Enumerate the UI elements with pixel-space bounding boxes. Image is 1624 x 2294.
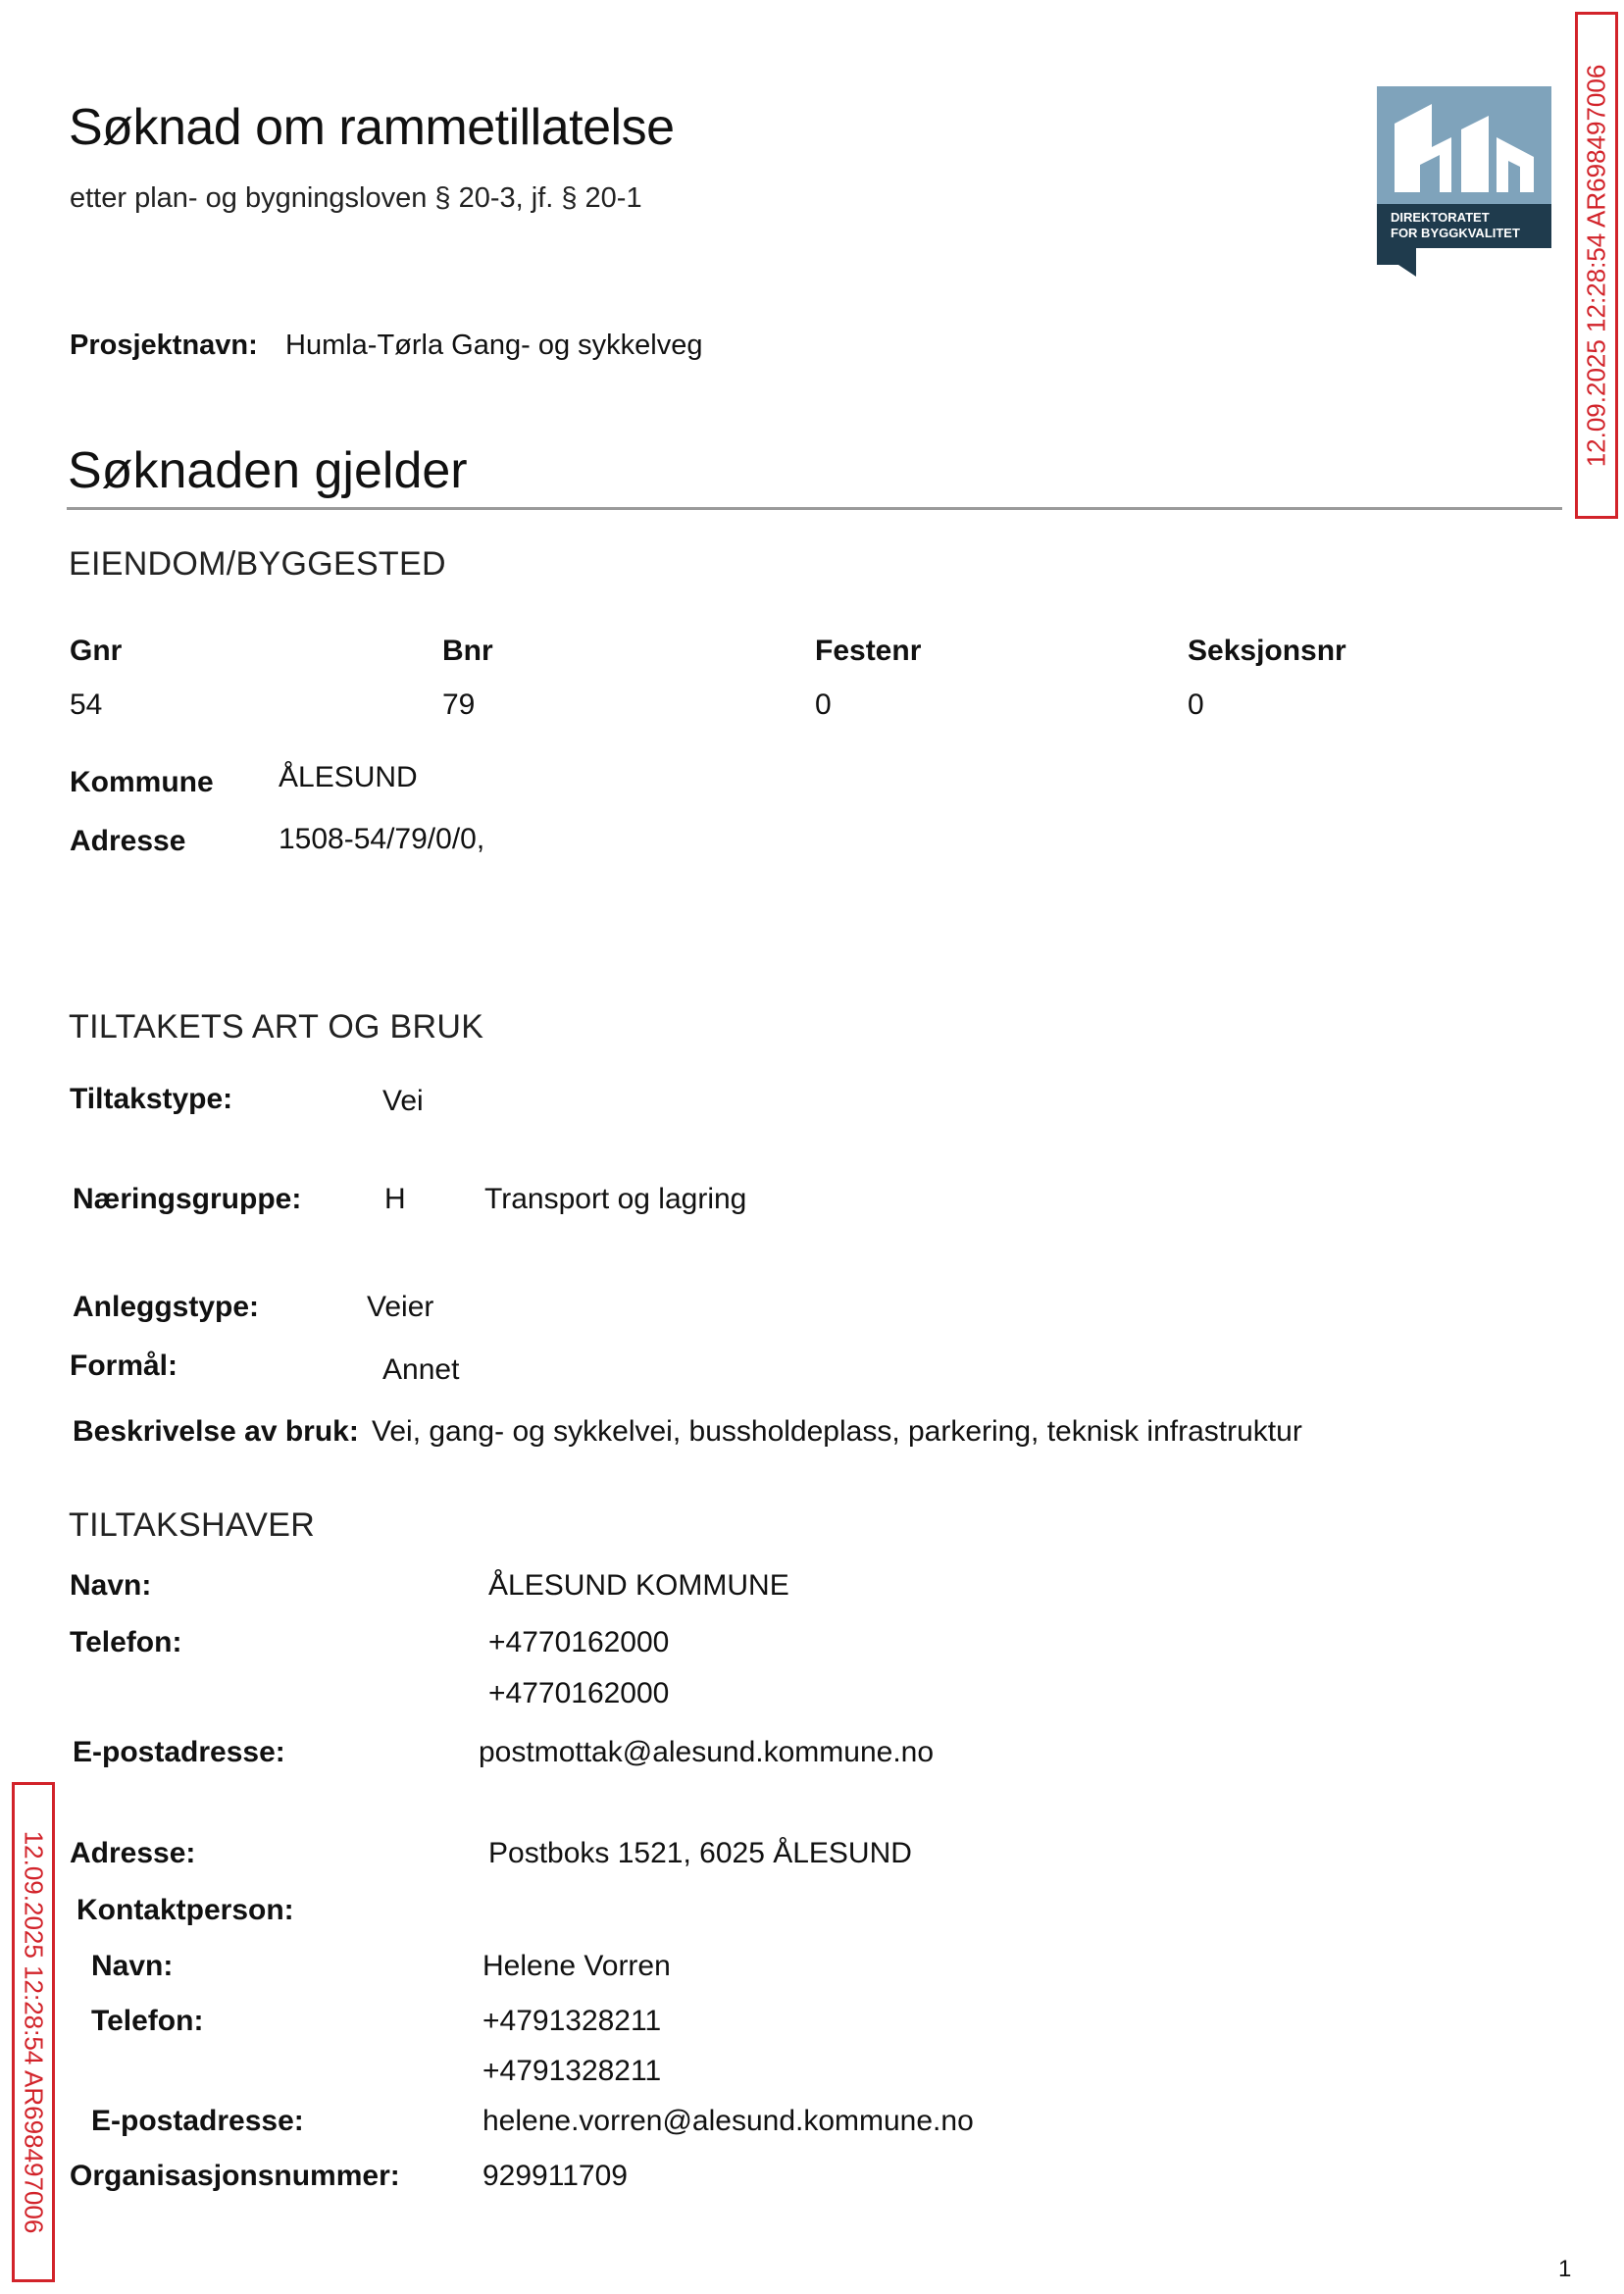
epost-label: E-postadresse: — [73, 1736, 285, 1768]
navn-label: Navn: — [70, 1569, 152, 1602]
beskrivelse-label: Beskrivelse av bruk: — [73, 1415, 359, 1448]
eiendom-heading: EIENDOM/BYGGESTED — [69, 545, 446, 583]
naeringsgruppe-value: Transport og lagring — [484, 1183, 747, 1215]
tiltakstype-value: Vei — [382, 1085, 424, 1117]
telefon-value-1: +4770162000 — [488, 1626, 670, 1658]
adresse-value: 1508-54/79/0/0, — [279, 823, 485, 855]
orgnr-value: 929911709 — [482, 2160, 628, 2192]
telefon-label: Telefon: — [70, 1626, 182, 1658]
kommune-label: Kommune — [70, 766, 214, 798]
formal-label: Formål: — [70, 1350, 178, 1382]
kp-telefon-label: Telefon: — [91, 2005, 204, 2037]
bnr-label: Bnr — [442, 635, 493, 667]
kp-telefon-value-2: +4791328211 — [482, 2055, 662, 2087]
page-number: 1 — [1558, 2256, 1572, 2282]
kontaktperson-label: Kontaktperson: — [76, 1894, 294, 1926]
section-title: Søknaden gjelder — [68, 442, 468, 499]
kp-epost-value: helene.vorren@alesund.kommune.no — [482, 2105, 974, 2137]
section-divider — [67, 507, 1562, 510]
kp-navn-value: Helene Vorren — [482, 1950, 671, 1982]
timestamp-stamp-bottom — [12, 1782, 55, 2282]
seksjonsnr-label: Seksjonsnr — [1188, 635, 1346, 667]
tiltak-heading: TILTAKETS ART OG BRUK — [69, 1008, 484, 1045]
tiltakshaver-heading: TILTAKSHAVER — [69, 1506, 316, 1544]
anleggstype-value: Veier — [367, 1291, 434, 1323]
telefon-value-2: +4770162000 — [488, 1677, 670, 1709]
project-name: Humla-Tørla Gang- og sykkelveg — [285, 330, 703, 361]
festenr-label: Festenr — [815, 635, 922, 667]
kp-navn-label: Navn: — [91, 1950, 174, 1982]
kommune-value: ÅLESUND — [279, 761, 418, 793]
timestamp-stamp-top — [1575, 12, 1618, 519]
epost-value: postmottak@alesund.kommune.no — [479, 1736, 935, 1768]
gnr-label: Gnr — [70, 635, 123, 667]
document-subtitle: etter plan- og bygningsloven § 20-3, jf. § 20-1 — [70, 182, 642, 214]
seksjonsnr-value: 0 — [1188, 688, 1204, 721]
project-label: Prosjektnavn: — [70, 330, 258, 361]
anleggstype-label: Anleggstype: — [73, 1291, 260, 1323]
logo-line2: FOR BYGGKVALITET — [1391, 226, 1520, 240]
formal-value: Annet — [382, 1353, 460, 1386]
tiltakshaver-adresse-label: Adresse: — [70, 1837, 196, 1869]
kp-epost-label: E-postadresse: — [91, 2105, 304, 2137]
naeringsgruppe-label: Næringsgruppe: — [73, 1183, 302, 1215]
adresse-label: Adresse — [70, 825, 186, 857]
tiltakstype-label: Tiltakstype: — [70, 1083, 233, 1115]
gnr-value: 54 — [70, 688, 103, 721]
beskrivelse-value: Vei, gang- og sykkelvei, bussholdeplass, parkering, teknisk infrastruktur — [372, 1415, 1302, 1448]
naeringsgruppe-code: H — [384, 1183, 406, 1215]
festenr-value: 0 — [815, 688, 832, 721]
logo-line1: DIREKTORATET — [1391, 210, 1490, 225]
tiltakshaver-adresse-value: Postboks 1521, 6025 ÅLESUND — [488, 1837, 912, 1869]
kp-telefon-value-1: +4791328211 — [482, 2005, 662, 2037]
navn-value: ÅLESUND KOMMUNE — [488, 1569, 789, 1602]
stamp-text: 12.09.2025 12:28:54 AR698497006 — [1581, 64, 1611, 467]
stamp-text: 12.09.2025 12:28:54 AR698497006 — [19, 1830, 49, 2234]
orgnr-label: Organisasjonsnummer: — [70, 2160, 400, 2192]
bnr-value: 79 — [442, 688, 476, 721]
dibk-logo — [1377, 86, 1551, 277]
document-title: Søknad om rammetillatelse — [69, 99, 675, 156]
